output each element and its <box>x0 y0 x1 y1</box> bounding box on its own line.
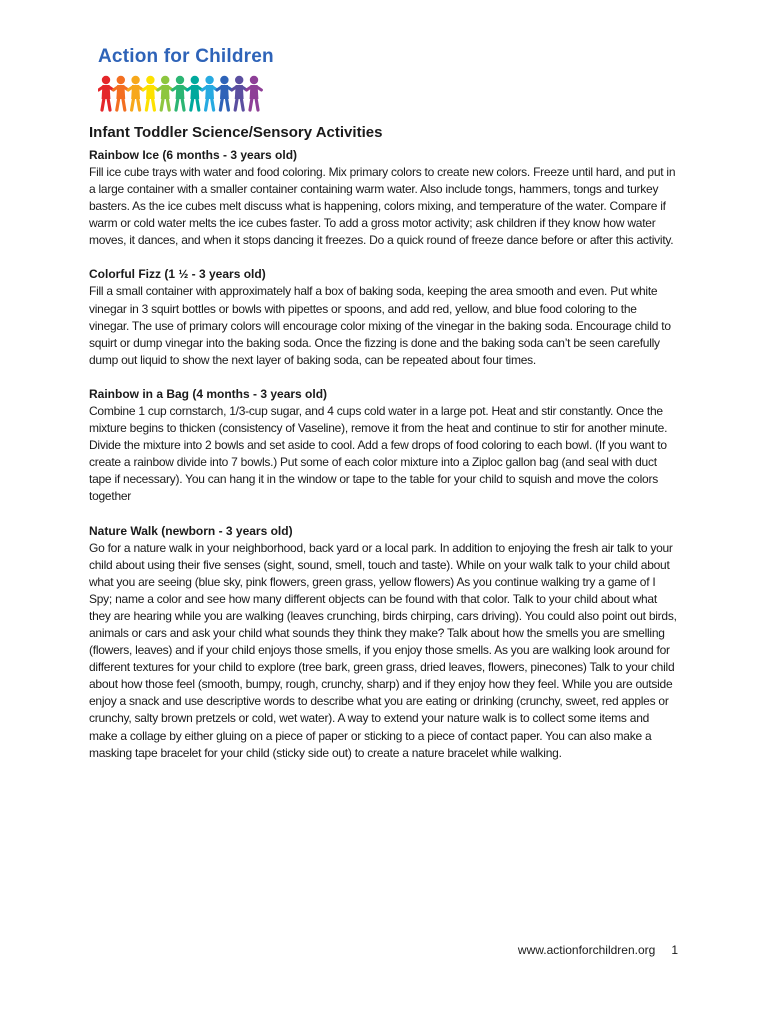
logo-figure <box>232 76 247 110</box>
logo-figures-graphic <box>98 74 263 114</box>
activity-section <box>89 523 679 762</box>
logo-figure <box>113 76 128 110</box>
logo-figure <box>158 76 173 110</box>
activity-section <box>89 147 679 249</box>
logo-figure <box>247 76 262 110</box>
activity-heading: Rainbow in a Bag (4 months - 3 years old) <box>89 386 328 401</box>
activity-description: Go for a nature walk in your neighborhood, back yard or a local park. In addition to enjoying the fresh air talk to your child about using their five senses (sight, sound, smell, touch and taste). While on your walk talk to your child about what you are seeing (blue sky, pink flowers, green grass, yellow flowers) As you continue walking try a game of I Spy; name a color and see how many different objects can be found with that color. Talk to your child about what they are hearing while you are walking (leaves crunching, birds chirping, cars driving). You could also point out birds, animals or cars and ask your child what sounds they think they make? Talk about how the smells you are smelling (flowers, leaves) and if your child enjoys those smells, if you enjoy those smells. As you are walking look around for different textures for your child to explore (tree bark, green grass, dried leaves, flowers, pinecones) Talk to your child about how those feel (smooth, bumpy, rough, crunchy, sharp) and if they enjoy how they feel. While you are outside enjoy a snack and use descriptive words to describe what you are eating or drinking (crunchy, sweet, red apples or crunchy, salty brown pretzels or cold, wet water). A way to extend your nature walk is to collect some items and make a collage by either gluing on a piece of paper or sticking to a piece of contact paper. You can also make a masking tape bracelet for your child (sticky side out) to create a nature bracelet while walking. <box>89 540 677 760</box>
logo-figure <box>217 76 232 110</box>
logo-figure <box>99 76 114 110</box>
footer-website-url: www.actionforchildren.org <box>517 943 656 957</box>
page-number: 1 <box>671 943 678 957</box>
activity-section <box>89 266 679 368</box>
document-body <box>89 123 679 779</box>
activity-heading: Rainbow Ice (6 months - 3 years old) <box>89 148 298 162</box>
activity-description: Fill a small container with approximately half a box of baking soda, keeping the area smooth and even. Put white vinegar in 3 squirt bottles or bowls with pipettes or spoons, and add red, yellow, and blue food coloring to the vinegar. The use of primary colors will encourage color mixing of the vinegar in the baking soda. Encourage child to squirt or dump vinegar into the baking soda. Once the fizzing is done and the baking soda can’t be seen carefully dump out liquid to show the next layer of baking soda, can be repeated about four times. <box>89 284 671 367</box>
activity-description: Combine 1 cup cornstarch, 1/3-cup sugar, and 4 cups cold water in a large pot. Heat and stir constantly. Once the mixture begins to thicken (consistency of Vaseline), remove it from the heat and continue to stir for another minute. Divide the mixture into 2 bowls and set aside to cool. Add a few drops of food coloring to each bowl. (If you want to create a rainbow divide into 7 bowls.) Put some of each color mixture into a Ziploc gallon bag (and seal with duct tape if necessary). You can hang it in the window or tape to the table for your child to squish and move the colors together <box>89 403 668 504</box>
logo-figure <box>173 76 188 110</box>
page-footer <box>518 943 678 957</box>
activity-heading: Nature Walk (newborn - 3 years old) <box>89 523 293 538</box>
organization-logo <box>98 46 274 114</box>
logo-figure <box>143 76 158 110</box>
logo-figure <box>187 76 202 110</box>
logo-figure <box>128 76 143 110</box>
activity-section <box>89 386 679 506</box>
page-title: Infant Toddler Science/Sensory Activities <box>89 124 383 141</box>
logo-figure <box>202 76 217 110</box>
logo-wordmark: Action for Children <box>98 46 274 67</box>
activity-description: Fill ice cube trays with water and food coloring. Mix primary colors to create new colors. Freeze until hard, and put in a large container with a smaller container containing warm water. Also include tongs, hammers, tongs and turkey basters. As the ice cubes melt discuss what is happening, colors mixing, and temperature of the water. Compare if warm or cold water melts the ice cubes faster. To add a gross motor activity; ask children if they know how water moves, it dances, and when it stops dancing it freezes. Do a quick round of freeze dance before or after this activity. <box>89 165 676 248</box>
activity-heading: Colorful Fizz (1 ½ - 3 years old) <box>89 267 266 282</box>
